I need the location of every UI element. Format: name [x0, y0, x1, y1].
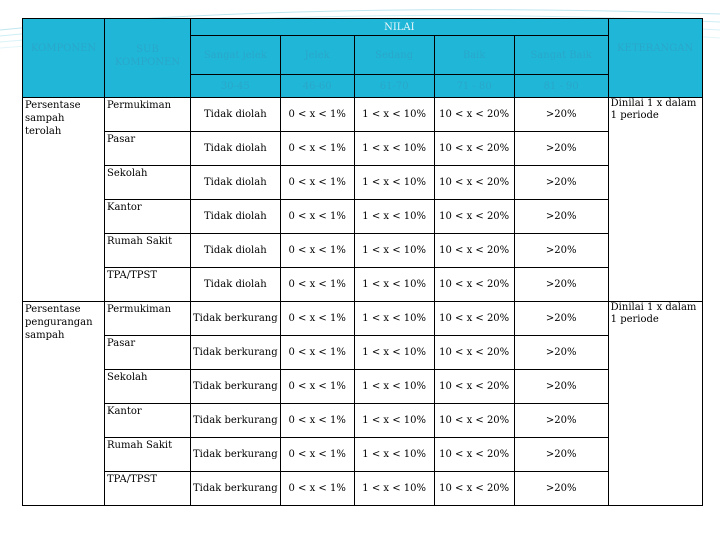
range-header: 30-45 [191, 75, 281, 98]
score-cell: 1 < x < 10% [354, 268, 434, 302]
score-cell: 1 < x < 10% [354, 200, 434, 234]
score-cell: 1 < x < 10% [354, 234, 434, 268]
score-cell: Tidak diolah [191, 200, 281, 234]
range-header: 71 - 80 [434, 75, 514, 98]
score-cell: Tidak berkurang [191, 302, 281, 336]
score-cell: >20% [514, 472, 608, 506]
grade-header: Sangat jelek [191, 36, 281, 75]
score-cell: 0 < x < 1% [280, 132, 354, 166]
score-cell: >20% [514, 200, 608, 234]
score-cell: 0 < x < 1% [280, 200, 354, 234]
score-cell: 1 < x < 10% [354, 438, 434, 472]
sub-komponen-cell: Pasar [105, 336, 191, 370]
table-row [23, 200, 703, 234]
nilai-header: NILAI [191, 19, 609, 36]
score-cell: Tidak berkurang [191, 404, 281, 438]
score-cell: >20% [514, 438, 608, 472]
sub-komponen-cell: Pasar [105, 132, 191, 166]
score-cell: 0 < x < 1% [280, 336, 354, 370]
score-cell: 10 < x < 20% [434, 166, 514, 200]
table-row [23, 132, 703, 166]
score-cell: 1 < x < 10% [354, 302, 434, 336]
keterangan-header: KETERANGAN [608, 19, 702, 98]
score-cell: >20% [514, 370, 608, 404]
table-row [23, 370, 703, 404]
komponen-cell: Persentase sampah terolah [23, 98, 105, 302]
score-cell: 0 < x < 1% [280, 268, 354, 302]
keterangan-cell: Dinilai 1 x dalam 1 periode [608, 98, 702, 302]
score-cell: Tidak diolah [191, 132, 281, 166]
table-row [23, 98, 703, 132]
score-cell: 1 < x < 10% [354, 98, 434, 132]
score-cell: >20% [514, 234, 608, 268]
table-row [23, 472, 703, 506]
score-cell: 1 < x < 10% [354, 336, 434, 370]
score-cell: 10 < x < 20% [434, 132, 514, 166]
grade-header: Sangat Baik [514, 36, 608, 75]
score-cell: Tidak diolah [191, 268, 281, 302]
score-cell: 0 < x < 1% [280, 438, 354, 472]
score-cell: >20% [514, 98, 608, 132]
score-cell: 10 < x < 20% [434, 302, 514, 336]
sub-komponen-cell: Rumah Sakit [105, 438, 191, 472]
score-cell: Tidak diolah [191, 166, 281, 200]
score-cell: 1 < x < 10% [354, 472, 434, 506]
score-cell: >20% [514, 302, 608, 336]
score-cell: 0 < x < 1% [280, 98, 354, 132]
score-cell: Tidak berkurang [191, 472, 281, 506]
score-cell: 1 < x < 10% [354, 132, 434, 166]
sub-komponen-cell: Sekolah [105, 370, 191, 404]
sub-komponen-cell: Kantor [105, 404, 191, 438]
sub-komponen-cell: TPA/TPST [105, 472, 191, 506]
range-header: 46-60 [280, 75, 354, 98]
table-row [23, 268, 703, 302]
score-cell: Tidak diolah [191, 234, 281, 268]
sub-komponen-cell: TPA/TPST [105, 268, 191, 302]
komponen-header: KOMPONEN [23, 19, 105, 98]
komponen-cell: Persentase pengurangan sampah [23, 302, 105, 506]
score-cell: 0 < x < 1% [280, 404, 354, 438]
score-cell: >20% [514, 404, 608, 438]
sub-komponen-header: SUB KOMPONEN [105, 19, 191, 98]
score-cell: >20% [514, 268, 608, 302]
grade-header: Baik [434, 36, 514, 75]
score-cell: >20% [514, 166, 608, 200]
score-cell: 10 < x < 20% [434, 370, 514, 404]
score-cell: >20% [514, 336, 608, 370]
grade-header: Jelek [280, 36, 354, 75]
score-cell: 10 < x < 20% [434, 98, 514, 132]
keterangan-cell: Dinilai 1 x dalam 1 periode [608, 302, 702, 506]
score-cell: 0 < x < 1% [280, 472, 354, 506]
score-cell: Tidak berkurang [191, 370, 281, 404]
score-cell: Tidak berkurang [191, 438, 281, 472]
score-cell: 10 < x < 20% [434, 472, 514, 506]
score-cell: 1 < x < 10% [354, 370, 434, 404]
sub-komponen-cell: Permukiman [105, 302, 191, 336]
range-header: 81 - 90 [514, 75, 608, 98]
score-cell: 1 < x < 10% [354, 404, 434, 438]
table-row [23, 234, 703, 268]
score-cell: 0 < x < 1% [280, 370, 354, 404]
score-cell: 1 < x < 10% [354, 166, 434, 200]
score-cell: >20% [514, 132, 608, 166]
sub-komponen-cell: Permukiman [105, 98, 191, 132]
sub-komponen-cell: Kantor [105, 200, 191, 234]
score-cell: 10 < x < 20% [434, 404, 514, 438]
table-row [23, 302, 703, 336]
score-cell: 10 < x < 20% [434, 438, 514, 472]
grade-header: Sedang [354, 36, 434, 75]
assessment-table [22, 18, 703, 506]
table-row [23, 336, 703, 370]
score-cell: Tidak diolah [191, 98, 281, 132]
sub-komponen-cell: Sekolah [105, 166, 191, 200]
table-row [23, 166, 703, 200]
score-cell: 10 < x < 20% [434, 234, 514, 268]
range-header: 61-70 [354, 75, 434, 98]
score-cell: Tidak berkurang [191, 336, 281, 370]
score-cell: 10 < x < 20% [434, 336, 514, 370]
score-cell: 10 < x < 20% [434, 268, 514, 302]
sub-komponen-cell: Rumah Sakit [105, 234, 191, 268]
score-cell: 0 < x < 1% [280, 166, 354, 200]
score-cell: 0 < x < 1% [280, 234, 354, 268]
score-cell: 10 < x < 20% [434, 200, 514, 234]
table-row [23, 404, 703, 438]
score-cell: 0 < x < 1% [280, 302, 354, 336]
table-row [23, 438, 703, 472]
